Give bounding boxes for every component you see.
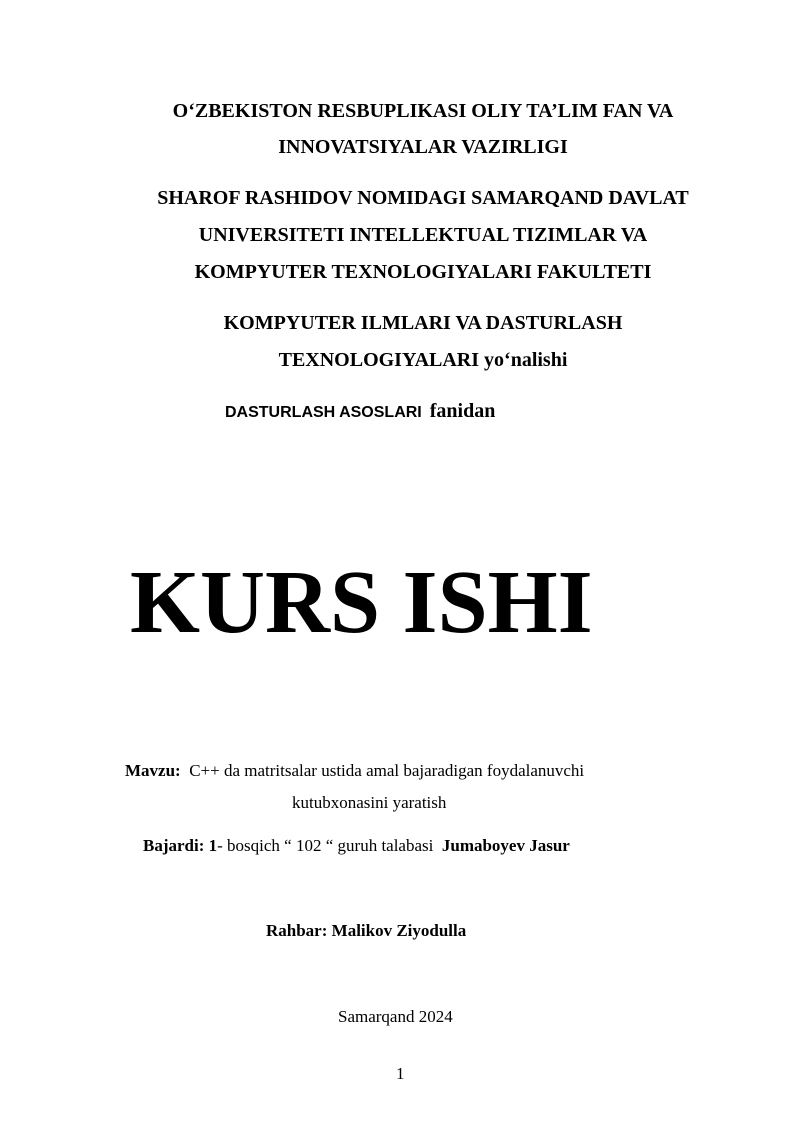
performer-course-number: 1 [208,836,218,855]
topic-text-1: C++ da matritsalar ustida amal bajaradigan foydalanuvchi [189,761,585,780]
topic-line-2: kutubxonasini yaratish [292,793,447,812]
supervisor-line: Rahbar: Malikov Ziyodulla [266,921,467,940]
ministry-line-2: INNOVATSIYALAR VAZIRLIGI [278,136,568,158]
performer-line [143,837,570,854]
performer-label: Bajardi: [143,836,205,855]
topic-label: Mavzu: [125,761,181,780]
direction-suffix: yo‘nalishi [484,349,568,371]
direction-line-1: KOMPYUTER ILMLARI VA DASTURLASH [223,312,623,334]
university-line-1: SHAROF RASHIDOV NOMIDAGI SAMARQAND DAVLAT [157,187,689,209]
subject-line [225,401,495,421]
topic-line-1 [125,762,584,779]
performer-course-text: - bosqich “ 102 “ guruh talabasi [217,836,434,855]
subject-name: DASTURLASH ASOSLARI [225,404,422,421]
university-line-2: UNIVERSITETI INTELLEKTUAL TIZIMLAR VA [198,224,648,246]
subject-suffix: fanidan [429,400,496,422]
student-name: Jumaboyev Jasur [441,836,570,855]
document-title: KURS ISHI [130,553,593,652]
university-line-3: KOMPYUTER TEXNOLOGIYALARI FAKULTETI [194,261,652,283]
ministry-line-1: O‘ZBEKISTON RESBUPLIKASI OLIY TA’LIM FAN VA [172,100,674,122]
page-number: 1 [396,1064,405,1083]
direction-name: TEXNOLOGIYALARI [278,349,480,371]
city-year: Samarqand 2024 [338,1007,453,1026]
direction-line-2 [0,350,800,370]
